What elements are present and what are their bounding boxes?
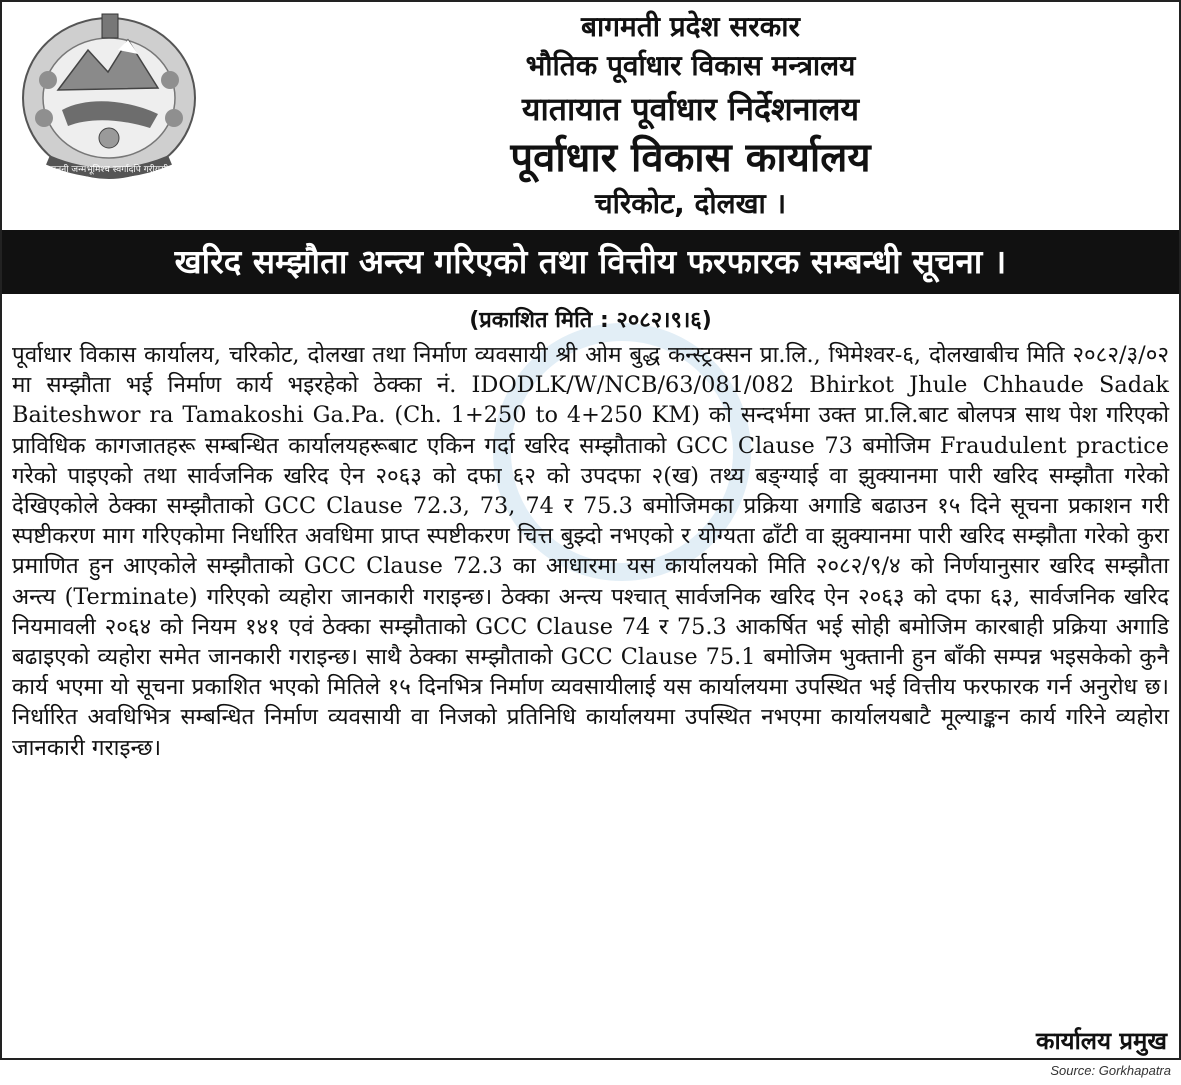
directorate-name: यातायात पूर्वाधार निर्देशनालय [521, 90, 860, 128]
nepal-government-emblem-icon [18, 10, 200, 182]
notice-header [2, 2, 1179, 230]
office-location: चरिकोट, दोलखा । [594, 187, 787, 220]
ministry-name: भौतिक पूर्वाधार विकास मन्त्रालय [525, 49, 856, 82]
source-credit: Source: Gorkhapatra [1050, 1063, 1171, 1078]
signature-office-chief: कार्यालय प्रमुख [1036, 1027, 1167, 1055]
office-name: पूर्वाधार विकास कार्यालय [510, 135, 871, 181]
notice-body: पूर्वाधार विकास कार्यालय, चरिकोट, दोलखा तथा निर्माण व्यवसायी श्री ओम बुद्ध कन्स्ट्रक्सन प्रा.लि., भिमेश्वर-६, दोलखाबीच मिति २०८२/३/०२ मा सम्झौता भई निर्माण कार्य भइरहेको ठेक्का नं. IDODLK/W/NCB/63/081/082 Bhirkot Jhule Chhaude Sadak Baiteshwor ra Tamakoshi Ga.Pa. (Ch. 1+250 to 4+250 KM) को सन्दर्भमा उक्त प्रा.लि.बाट बोलपत्र साथ पेश गरिएको प्राविधिक कागजातहरू सम्बन्धित कार्यालयहरूबाट एकिन गर्दा खरिद सम्झौताको GCC Clause 73 बमोजिम Fraudulent practice गरेको पाइएको तथा सार्वजनिक खरिद ऐन २०६३ को दफा ६२ को उपदफा २(ख) तथ्य बङ्ग्याई वा झुक्यानमा पारी खरिद सम्झौता गरेको देखिएकोले ठेक्का सम्झौताको GCC Clause 72.3, 73, 74 र 75.3 बमोजिमका प्रक्रिया अगाडि बढाउन १५ दिने सूचना प्रकाशन गरी स्पष्टीकरण माग गरिएकोमा निर्धारित अवधिमा प्राप्त स्पष्टीकरण चित्त बुझ्दो नभएको र योग्यता ढाँटी वा झुक्यानमा पारी खरिद सम्झौता गरेको कुरा प्रमाणित हुन आएकोले सम्झौताको GCC Clause 72.3 का आधारमा यस कार्यालयको मिति २०८२/९/४ को निर्णयानुसार खरिद सम्झौता अन्त्य (Terminate) गरिएको व्यहोरा जानकारी गराइन्छ। ठेक्का अन्त्य पश्चात् सार्वजनिक खरिद ऐन २०६३ को दफा ६३, सार्वजनिक खरिद नियमावली २०६४ को नियम १४१ एवं ठेक्का सम्झौताको GCC Clause 74 र 75.3 आकर्षित भई सोही बमोजिम कारबाही प्रक्रिया अगाडि बढाइएको व्यहोरा समेत जानकारी गराइन्छ। साथै ठेक्का सम्झौताको GCC Clause 75.1 बमोजिम भुक्तानी हुन बाँकी सम्पन्न भइसकेको कुनै कार्य भएमा यो सूचना प्रकाशित भएको मितिले १५ दिनभित्र निर्माण व्यवसायीलाई यस कार्यालयमा उपस्थित भई वित्तीय फरफारक गर्न अनुरोध छ। निर्धारित अवधिभित्र सम्बन्धित निर्माण व्यवसायी वा निजको प्रतिनिधि कार्यालयमा उपस्थित नभएमा कार्यालयबाटै मूल्याङ्कन कार्य गरिने व्यहोरा जानकारी गराइन्छ। [12, 342, 1169, 761]
header-titles [202, 8, 1179, 224]
published-date: (प्रकाशित मिति : २०८२।९।६) [469, 308, 712, 333]
government-name: बागमती प्रदेश सरकार [581, 10, 800, 43]
emblem-motto: जननी जन्मभूमिश्च स्वर्गादपि गरीयसी [49, 165, 169, 175]
notice-title: खरिद सम्झौता अन्त्य गरिएको तथा वित्तीय फरफारक सम्बन्धी सूचना । [2, 230, 1179, 294]
